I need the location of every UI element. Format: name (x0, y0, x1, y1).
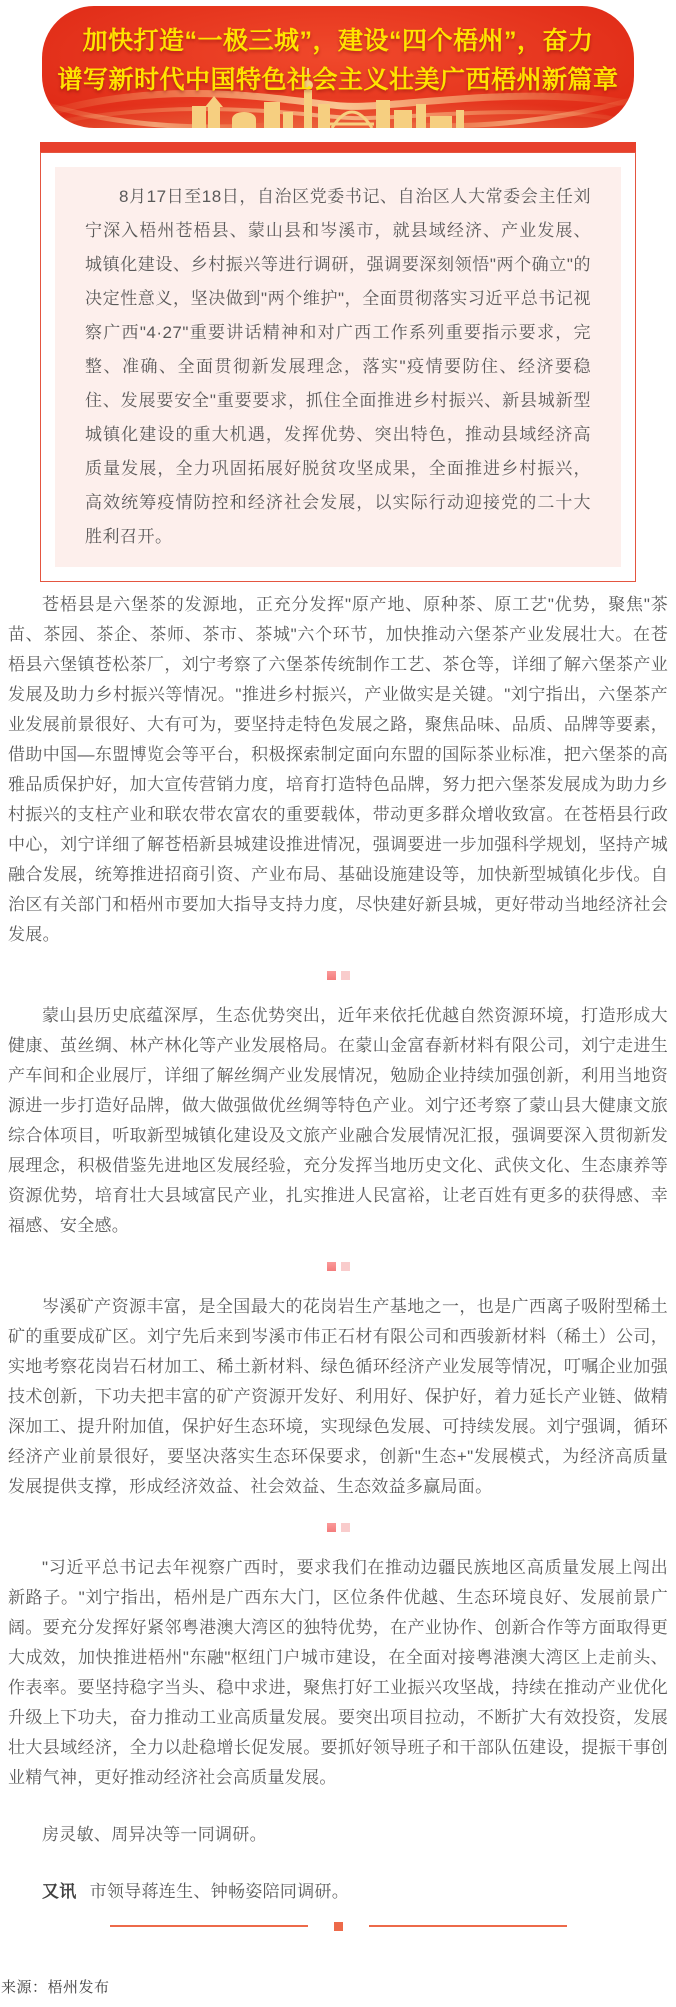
banner-title (42, 6, 634, 100)
divider-square-light (341, 1262, 350, 1271)
body-paragraph: "习近平总书记去年视察广西时，要求我们在推动边疆民族地区高质量发展上闯出新路子。"刘宁指出，梧州是广西东大门，区位条件优越、生态环境良好、发展前景广阔。要充分发挥好紧邻粤港澳大湾区的独特优势，在产业协作、创新合作等方面取得更大成效，加快推进梧州"东融"枢纽门户城市建设，在全面对接粤港澳大湾区上走前头、作表率。要坚持稳字当头、稳中求进，聚焦打好工业振兴攻坚战，持续在推动产业优化升级上下功夫，奋力推动工业高质量发展。要突出项目拉动，不断扩大有效投资，发展壮大县域经济，全力以赴稳增长促发展。要抓好领导班子和干部队伍建设，提振干事创业精气神，更好推动经济社会高质量发展。 (8, 1558, 668, 1787)
accent-bar (40, 142, 636, 152)
divider-square-dark (327, 971, 336, 980)
divider-square-light (341, 971, 350, 980)
article-body (8, 590, 668, 1850)
end-divider-square (334, 1922, 343, 1931)
addendum-label: 又讯 (42, 1882, 77, 1901)
end-divider-line-left (110, 1925, 308, 1927)
body-paragraph: 岑溪矿产资源丰富，是全国最大的花岗岩生产基地之一，也是广西离子吸附型稀土矿的重要成矿区。刘宁先后来到岑溪市伟正石材有限公司和西骏新材料（稀土）公司，实地考察花岗岩石材加工、稀土新材料、绿色循环经济产业发展等情况，叮嘱企业加强技术创新，下功夫把丰富的矿产资源开发好、利用好、保护好，着力延长产业链、做精深加工、提升附加值，保护好生态环境，实现绿色发展、可持续发展。刘宁强调，循环经济产业前景很好，要坚决落实生态环保要求，创新"生态+"发展模式，为经济高质量发展提供支撑，形成经济效益、社会效益、生态效益多赢局面。 (8, 1297, 668, 1496)
body-paragraph: 蒙山县历史底蕴深厚，生态优势突出，近年来依托优越自然资源环境，打造形成大健康、茧丝绸、林产林化等产业发展格局。在蒙山金富春新材料有限公司，刘宁走进生产车间和企业展厅，详细了解丝绸产业发展情况，勉励企业持续加强创新，利用当地资源进一步打造好品牌，做大做强做优丝绸等特色产业。刘宁还考察了蒙山县大健康文旅综合体项目，听取新型城镇化建设及文旅产业融合发展情况汇报，强调要深入贯彻新发展理念，积极借鉴先进地区发展经验，充分发挥当地历史文化、武侠文化、生态康养等资源优势，培育壮大县域富民产业，扎实推进人民富裕，让老百姓有更多的获得感、幸福感、安全感。 (8, 1006, 668, 1235)
source-line: 来源：梧州发布 (1, 1979, 110, 1996)
section-divider (8, 971, 668, 980)
banner-title-line2: 谱写新时代中国特色社会主义壮美广西梧州新篇章 (57, 66, 619, 94)
banner-title-line1: 加快打造“一极三城”，建设“四个梧州”，奋力 (82, 27, 594, 55)
divider-square-light (341, 1523, 350, 1532)
headline-banner (42, 6, 634, 128)
addendum-line (8, 1877, 668, 1907)
end-divider (0, 1921, 676, 1931)
addendum-text: 市领导蒋连生、钟畅姿陪同调研。 (89, 1882, 350, 1901)
divider-square-dark (327, 1523, 336, 1532)
body-paragraph: 苍梧县是六堡茶的发源地，正充分发挥"原产地、原种茶、原工艺"优势，聚焦"茶苗、茶园、茶企、茶师、茶市、茶城"六个环节，加快推动六堡茶产业发展壮大。在苍梧县六堡镇苍松茶厂，刘宁考察了六堡茶传统制作工艺、茶仓等，详细了解六堡茶产业发展及助力乡村振兴等情况。"推进乡村振兴，产业做实是关键。"刘宁指出，六堡茶产业发展前景很好、大有可为，要坚持走特色发展之路，聚焦品味、品质、品牌等要素，借助中国—东盟博览会等平台，积极探索制定面向东盟的国际茶业标准，把六堡茶的高雅品质保护好，加大宣传营销力度，培育打造特色品牌，努力把六堡茶发展成为助力乡村振兴的支柱产业和联农带农富农的重要载体，带动更多群众增收致富。在苍梧县行政中心，刘宁详细了解苍梧新县城建设推进情况，强调要进一步加强科学规划，坚持产城融合发展，统筹推进招商引资、产业布局、基础设施建设等，加快新型城镇化步伐。自治区有关部门和梧州市要加大指导支持力度，尽快建好新县城，更好带动当地经济社会发展。 (8, 595, 668, 944)
intro-text: 8月17日至18日，自治区党委书记、自治区人大常委会主任刘宁深入梧州苍梧县、蒙山县和岑溪市，就县域经济、产业发展、城镇化建设、乡村振兴等进行调研，强调要深刻领悟"两个确立"的决定性意义，坚决做到"两个维护"，全面贯彻落实习近平总书记视察广西"4·27"重要讲话精神和对广西工作系列重要指示要求，完整、准确、全面贯彻新发展理念，落实"疫情要防住、经济要稳住、发展要安全"重要要求，抓住全面推进乡村振兴、新县城新型城镇化建设的重大机遇，发挥优势、突出特色，推动县域经济高质量发展，全力巩固拓展好脱贫攻坚成果，全面推进乡村振兴，高效统筹疫情防控和经济社会发展，以实际行动迎接党的二十大胜利召开。 (85, 187, 591, 546)
intro-box (40, 152, 636, 582)
divider-square-dark (327, 1262, 336, 1271)
body-paragraph: 房灵敏、周异决等一同调研。 (42, 1825, 267, 1844)
section-divider (8, 1262, 668, 1271)
section-divider (8, 1523, 668, 1532)
end-divider-line-right (369, 1925, 567, 1927)
intro-box-inner (55, 167, 621, 567)
